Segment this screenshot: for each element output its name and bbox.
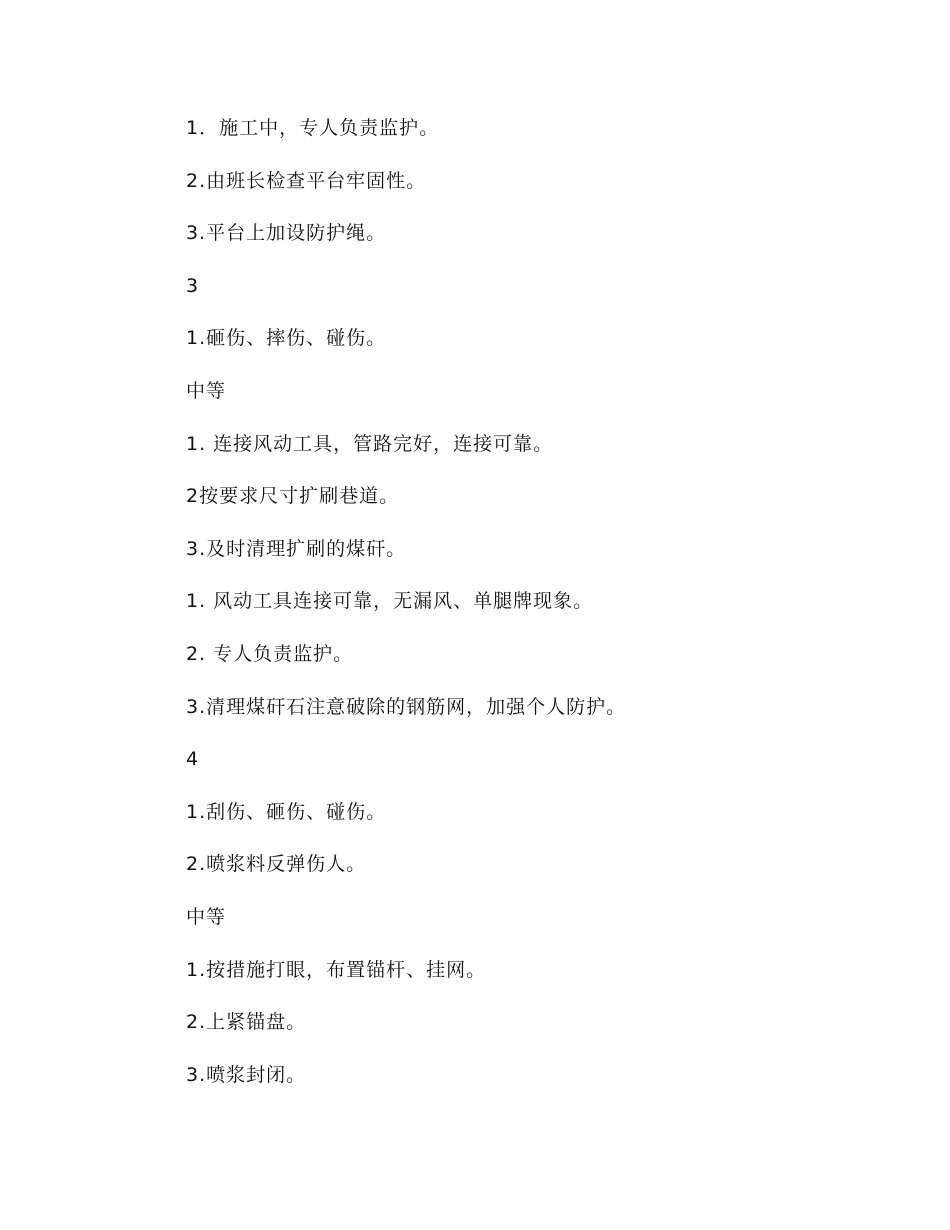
text-line: 3	[186, 274, 200, 297]
text-line: 1.刮伤、砸伤、碰伤。	[186, 800, 387, 823]
text-line: 4	[186, 748, 200, 771]
text-line: 1. 连接风动工具，管路完好，连接可靠。	[186, 432, 554, 455]
text-line: 3.平台上加设防护绳。	[186, 222, 387, 245]
text-line: 中等	[186, 905, 227, 928]
text-line: 3.及时清理扩刷的煤矸。	[186, 537, 407, 560]
text-line: 1.按措施打眼，布置锚杆、挂网。	[186, 958, 487, 981]
text-line: 1.砸伤、摔伤、碰伤。	[186, 327, 387, 350]
text-line: 2.由班长检查平台牢固性。	[186, 169, 427, 192]
text-line: 2按要求尺寸扩刷巷道。	[186, 485, 400, 508]
text-line: 3.喷浆封闭。	[186, 1063, 307, 1086]
text-line: 2.喷浆料反弹伤人。	[186, 853, 367, 876]
document-body	[186, 114, 886, 1113]
text-line: 2.上紧锚盘。	[186, 1011, 307, 1034]
text-line: 1．施工中，专人负责监护。	[186, 117, 440, 139]
text-line: 1. 风动工具连接可靠，无漏风、单腿牌现象。	[186, 590, 594, 613]
text-line: 2. 专人负责监护。	[186, 642, 354, 665]
text-line: 3.清理煤矸石注意破除的钢筋网，加强个人防护。	[186, 695, 627, 718]
text-line: 中等	[186, 379, 227, 402]
